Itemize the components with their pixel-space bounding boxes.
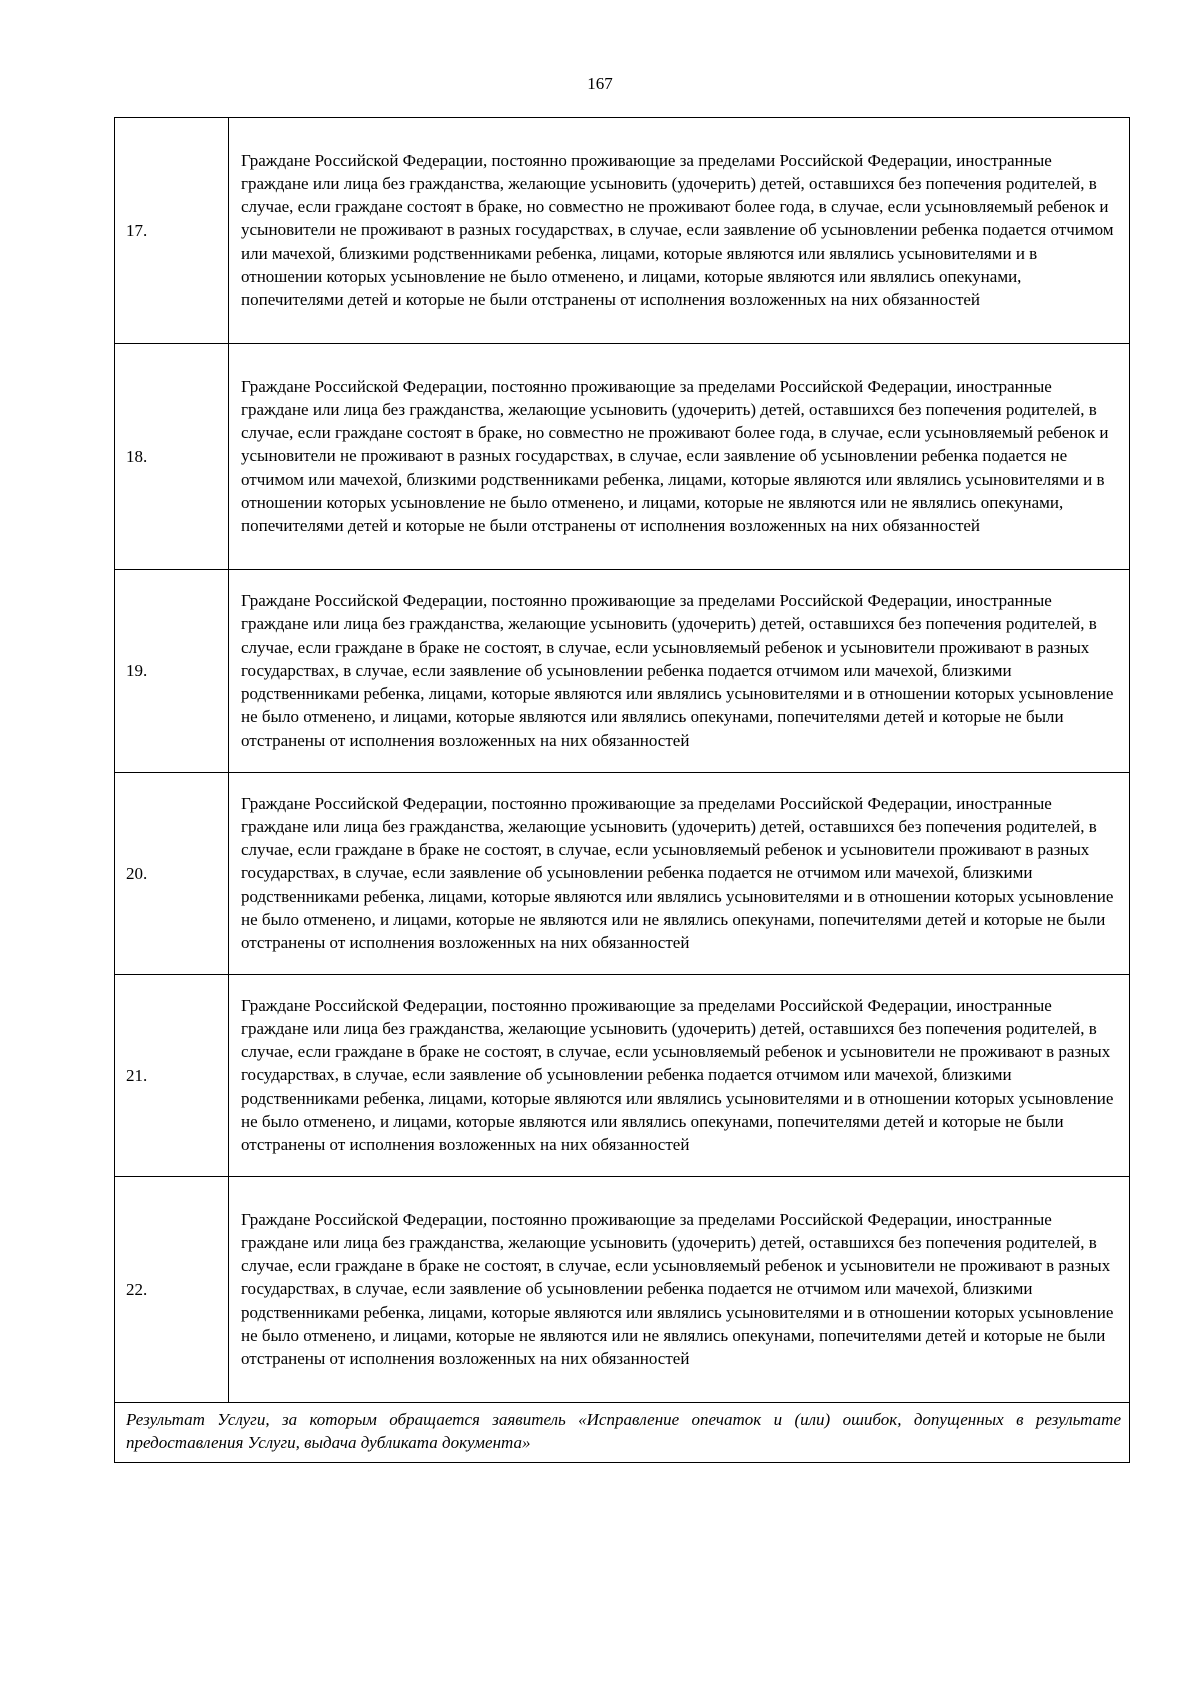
row-description: Граждане Российской Федерации, постоянно проживающие за пределами Российской Федерации, иностранные граждане или лица без гражданства, желающие усыновить (удочерить) детей, оставшихся без попечения родителей, в случае, если граждане в браке не состоят, в случае, если усыновляемый ребенок и усыновители не проживают в разных государствах, в случае, если заявление об усыновлении ребенка подается отчимом или мачехой, близкими родственниками ребенка, лицами, которые являются или являлись усыновителями и в отношении которых усыновление не было отменено, и лицами, которые являются или являлись опекунами, попечителями детей и которые не были отстранены от исполнения возложенных на них обязанностей	[229, 975, 1130, 1177]
table-row	[115, 118, 1130, 344]
table-row	[115, 344, 1130, 570]
row-description: Граждане Российской Федерации, постоянно проживающие за пределами Российской Федерации, иностранные граждане или лица без гражданства, желающие усыновить (удочерить) детей, оставшихся без попечения родителей, в случае, если граждане в браке не состоят, в случае, если усыновляемый ребенок и усыновители проживают в разных государствах, в случае, если заявление об усыновлении ребенка подается отчимом или мачехой, близкими родственниками ребенка, лицами, которые являются или являлись усыновителями и в отношении которых усыновление не было отменено, и лицами, которые являются или являлись опекунами, попечителями детей и которые не были отстранены от исполнения возложенных на них обязанностей	[229, 570, 1130, 773]
table-row	[115, 1177, 1130, 1403]
row-description: Граждане Российской Федерации, постоянно проживающие за пределами Российской Федерации, иностранные граждане или лица без гражданства, желающие усыновить (удочерить) детей, оставшихся без попечения родителей, в случае, если граждане в браке не состоят, в случае, если усыновляемый ребенок и усыновители проживают в разных государствах, в случае, если заявление об усыновлении ребенка подается не отчимом или мачехой, близкими родственниками ребенка, лицами, которые являются или являлись усыновителями и в отношении которых усыновление не было отменено, и лицами, которые не являются или не являлись опекунами, попечителями детей и которые не были отстранены от исполнения возложенных на них обязанностей	[229, 773, 1130, 975]
row-description: Граждане Российской Федерации, постоянно проживающие за пределами Российской Федерации, иностранные граждане или лица без гражданства, желающие усыновить (удочерить) детей, оставшихся без попечения родителей, в случае, если граждане состоят в браке, но совместно не проживают более года, в случае, если усыновляемый ребенок и усыновители не проживают в разных государствах, в случае, если заявление об усыновлении ребенка подается отчимом или мачехой, близкими родственниками ребенка, лицами, которые являются или являлись усыновителями и в отношении которых усыновление не было отменено, и лицами, которые являются или являлись опекунами, попечителями детей и которые не были отстранены от исполнения возложенных на них обязанностей	[229, 118, 1130, 344]
table-row	[115, 975, 1130, 1177]
result-row	[115, 1403, 1130, 1463]
row-number: 19.	[115, 570, 229, 773]
row-number: 21.	[115, 975, 229, 1177]
result-description: Результат Услуги, за которым обращается заявитель «Исправление опечаток и (или) ошибок, допущенных в результате предоставления Услуги, выдача дубликата документа»	[115, 1403, 1130, 1463]
row-number: 18.	[115, 344, 229, 570]
applicant-categories-table	[114, 117, 1130, 1463]
table-row	[115, 773, 1130, 975]
page-number: 167	[587, 74, 613, 93]
row-number: 20.	[115, 773, 229, 975]
row-description: Граждане Российской Федерации, постоянно проживающие за пределами Российской Федерации, иностранные граждане или лица без гражданства, желающие усыновить (удочерить) детей, оставшихся без попечения родителей, в случае, если граждане в браке не состоят, в случае, если усыновляемый ребенок и усыновители не проживают в разных государствах, в случае, если заявление об усыновлении ребенка подается не отчимом или мачехой, близкими родственниками ребенка, лицами, которые являются или являлись усыновителями и в отношении которых усыновление не было отменено, и лицами, которые не являются или не являлись опекунами, попечителями детей и которые не были отстранены от исполнения возложенных на них обязанностей	[229, 1177, 1130, 1403]
row-description: Граждане Российской Федерации, постоянно проживающие за пределами Российской Федерации, иностранные граждане или лица без гражданства, желающие усыновить (удочерить) детей, оставшихся без попечения родителей, в случае, если граждане состоят в браке, но совместно не проживают более года, в случае, если усыновляемый ребенок и усыновители не проживают в разных государствах, в случае, если заявление об усыновлении ребенка подается не отчимом или мачехой, близкими родственниками ребенка, лицами, которые являются или являлись усыновителями и в отношении которых усыновление не было отменено, и лицами, которые не являются или не являлись опекунами, попечителями детей и которые не были отстранены от исполнения возложенных на них обязанностей	[229, 344, 1130, 570]
row-number: 22.	[115, 1177, 229, 1403]
table-row	[115, 570, 1130, 773]
row-number: 17.	[115, 118, 229, 344]
